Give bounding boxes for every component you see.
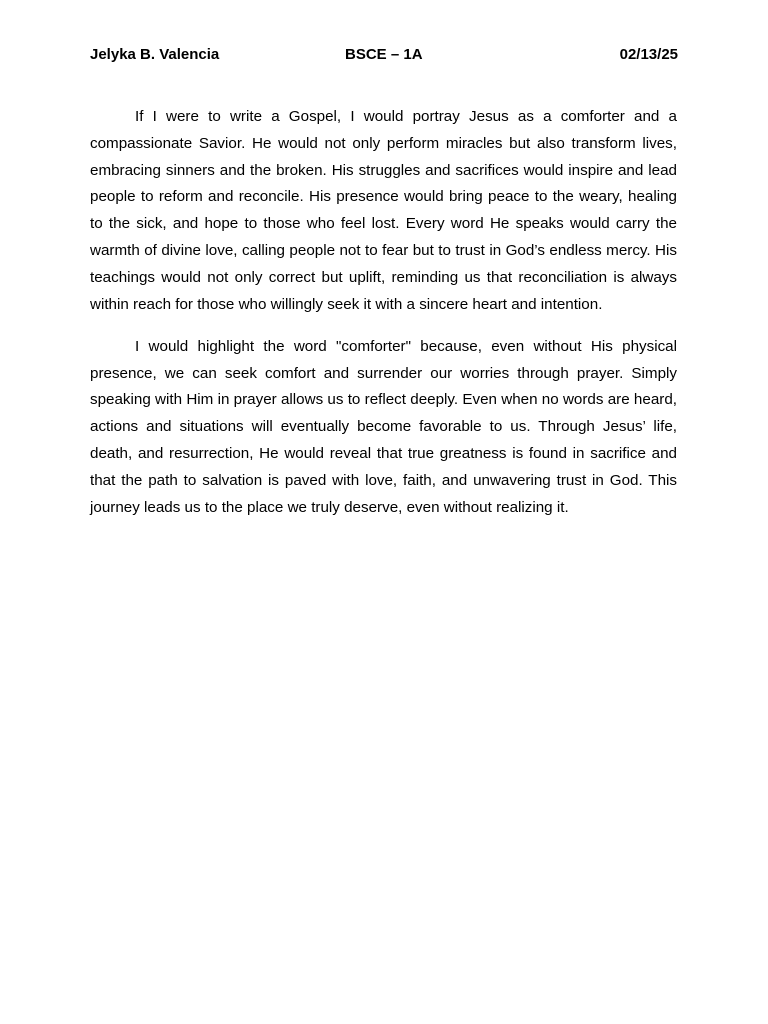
document-date: 02/13/25 xyxy=(619,46,678,63)
author-name: Jelyka B. Valencia xyxy=(90,46,220,63)
paragraph-1: If I were to write a Gospel, I would portray Jesus as a comforter and a compassionate Savior. He would not only perform miracles but also transform lives, embracing sinners and the broken. His struggles and sacrifices would inspire and lead people to reform and reconcile. His presence would bring peace to the weary, healing to the sick, and hope to those who feel lost. Every word He speaks would carry the warmth of divine love, calling people not to fear but to trust in God’s endless mercy. His teachings would not only correct but uplift, reminding us that reconciliation is always within reach for those who willingly seek it with a sincere heart and intention. xyxy=(90,108,677,313)
paragraph-2: I would highlight the word "comforter" because, even without His physical presence, we can seek comfort and surrender our worries through prayer. Simply speaking with Him in prayer allows us to reflect deeply. Even when no words are heard, actions and situations will eventually become favorable to us. Through Jesus’ life, death, and resurrection, He would reveal that true greatness is found in sacrifice and that the path to salvation is paved with love, faith, and unwavering trust in God. This journey leads us to the place we truly deserve, even without realizing it. xyxy=(90,337,677,516)
class-section: BSCE – 1A xyxy=(345,46,423,63)
document-header xyxy=(90,45,678,65)
document-body xyxy=(90,104,677,521)
